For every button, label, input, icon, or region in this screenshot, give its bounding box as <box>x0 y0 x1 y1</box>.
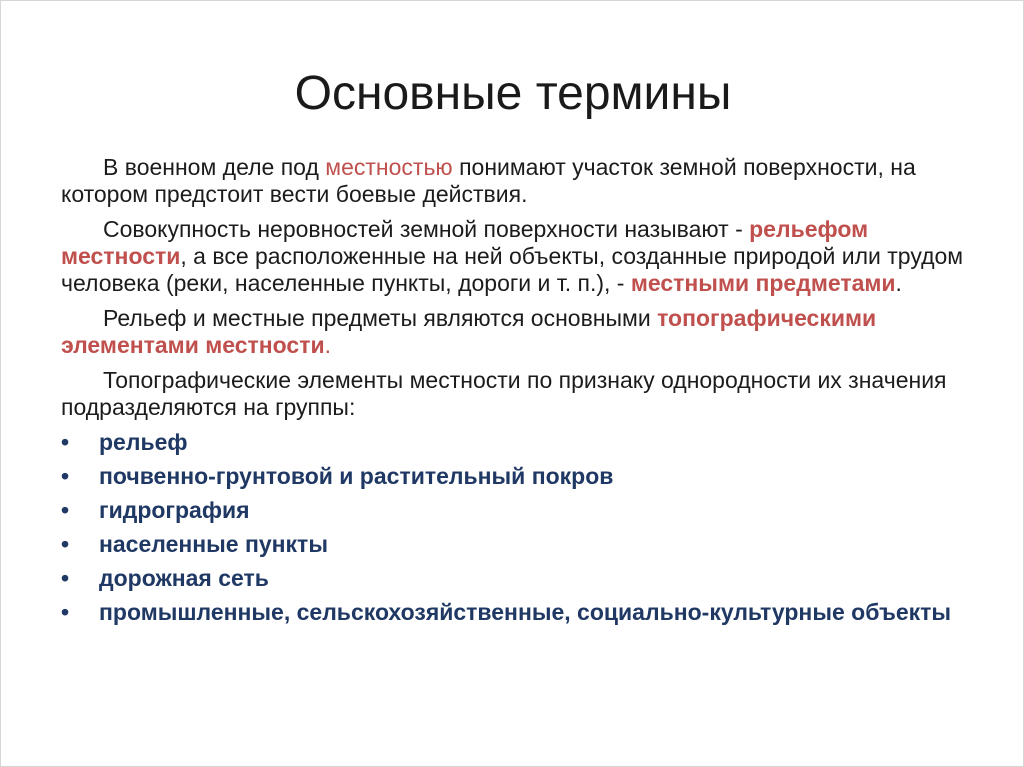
paragraph-text: Рельеф и местные предметы являются основными <box>103 305 658 331</box>
list-item-label: дорожная сеть <box>99 565 269 591</box>
term-relief: рельефом местности <box>61 216 869 269</box>
list-item <box>61 599 981 626</box>
term-terrain: местностью <box>325 154 453 180</box>
paragraph-text: Совокупность неровностей земной поверхности называют - <box>103 216 750 242</box>
list-item <box>61 497 981 524</box>
slide-title: Основные термины <box>294 67 732 120</box>
paragraph-topographic-elements <box>61 305 981 359</box>
list-item-label: гидрография <box>99 497 250 523</box>
paragraph-relief-definition <box>61 216 981 297</box>
bullet-icon: • <box>61 463 70 489</box>
list-item <box>61 531 981 558</box>
list-item-label: почвенно-грунтовой и растительный покров <box>99 463 614 489</box>
paragraph-text: . <box>324 332 332 358</box>
bullet-icon: • <box>61 429 70 455</box>
bullet-icon: • <box>61 531 70 557</box>
paragraph-text: В военном деле под <box>103 154 326 180</box>
paragraph-terrain-definition <box>61 154 981 208</box>
list-item-label: населенные пункты <box>99 531 328 557</box>
bullet-icon: • <box>61 565 70 591</box>
paragraph-text: Топографические элементы местности по признаку однородности их значения подразделяются на группы: <box>61 367 947 420</box>
bullet-icon: • <box>61 599 70 625</box>
list-item-label: промышленные, сельскохозяйственные, социально-культурные объекты <box>99 599 952 625</box>
paragraph-text: , а все расположенные на ней объекты, созданные природой или трудом человека (реки, населенные пункты, дороги и т. п.), - <box>61 243 964 296</box>
bullet-icon: • <box>61 497 70 523</box>
slide-body <box>61 154 981 633</box>
paragraph-text: понимают участок земной поверхности, на котором предстоит вести боевые действия. <box>61 154 916 207</box>
list-item-label: рельеф <box>99 429 188 455</box>
list-item <box>61 463 981 490</box>
paragraph-text: . <box>895 270 902 296</box>
term-topographic-elements: топографическими элементами местности <box>61 305 877 358</box>
list-item <box>61 565 981 592</box>
group-list <box>61 429 981 626</box>
paragraph-groups-intro <box>61 367 981 421</box>
list-item <box>61 429 981 456</box>
term-local-objects: местными предметами <box>630 270 896 296</box>
